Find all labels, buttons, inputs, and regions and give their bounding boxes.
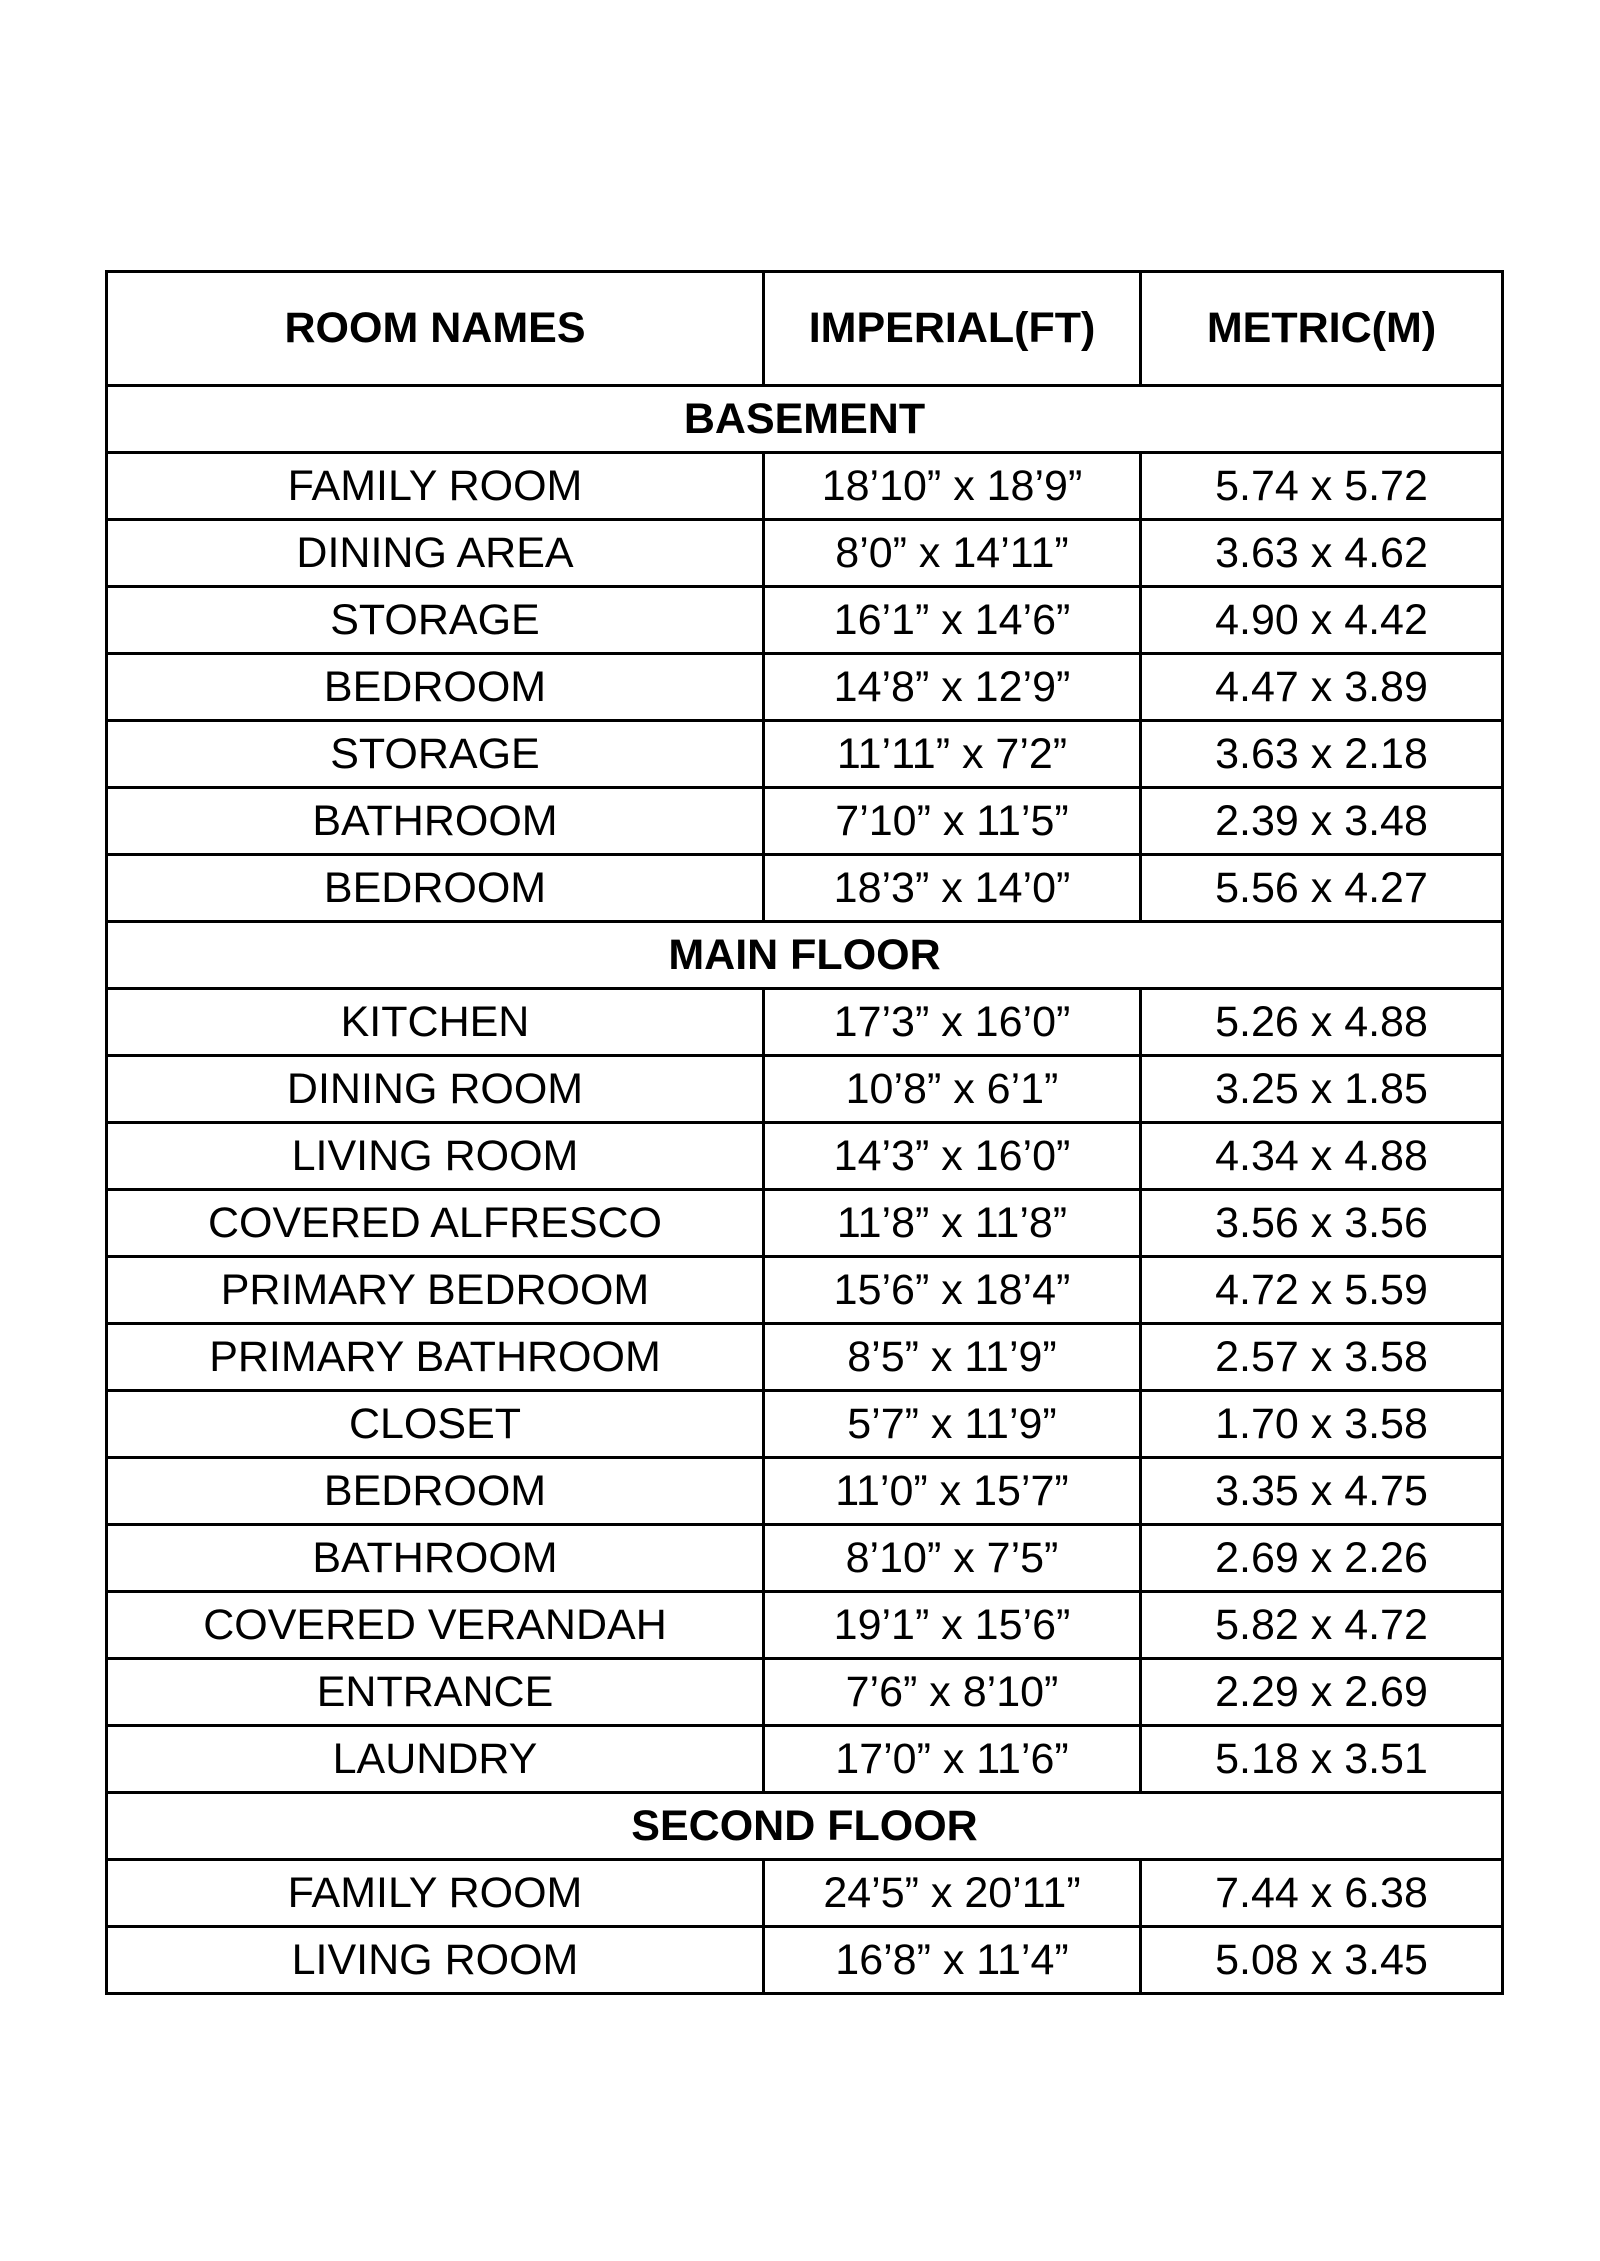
- table-row: [107, 1123, 1503, 1190]
- imperial-cell: 16’1” x 14’6”: [764, 587, 1141, 654]
- metric-cell: 4.90 x 4.42: [1141, 587, 1503, 654]
- imperial-cell: 7’10” x 11’5”: [764, 788, 1141, 855]
- imperial-cell: 8’5” x 11’9”: [764, 1324, 1141, 1391]
- section-row: [107, 1793, 1503, 1860]
- table-row: [107, 654, 1503, 721]
- header-metric: METRIC(M): [1141, 272, 1503, 386]
- header-row: [107, 272, 1503, 386]
- room-name-cell: LIVING ROOM: [107, 1927, 764, 1994]
- section-title: BASEMENT: [107, 386, 1503, 453]
- room-name-cell: PRIMARY BATHROOM: [107, 1324, 764, 1391]
- room-name-cell: LIVING ROOM: [107, 1123, 764, 1190]
- metric-cell: 3.63 x 4.62: [1141, 520, 1503, 587]
- header-room-names: ROOM NAMES: [107, 272, 764, 386]
- imperial-cell: 24’5” x 20’11”: [764, 1860, 1141, 1927]
- metric-cell: 5.82 x 4.72: [1141, 1592, 1503, 1659]
- imperial-cell: 5’7” x 11’9”: [764, 1391, 1141, 1458]
- metric-cell: 5.08 x 3.45: [1141, 1927, 1503, 1994]
- room-name-cell: BEDROOM: [107, 1458, 764, 1525]
- table-body: [107, 386, 1503, 1994]
- table-header: [107, 272, 1503, 386]
- table-row: [107, 788, 1503, 855]
- metric-cell: 2.69 x 2.26: [1141, 1525, 1503, 1592]
- table-row: [107, 1324, 1503, 1391]
- metric-cell: 3.25 x 1.85: [1141, 1056, 1503, 1123]
- metric-cell: 5.74 x 5.72: [1141, 453, 1503, 520]
- table-row: [107, 520, 1503, 587]
- metric-cell: 5.26 x 4.88: [1141, 989, 1503, 1056]
- imperial-cell: 11’8” x 11’8”: [764, 1190, 1141, 1257]
- table-row: [107, 1726, 1503, 1793]
- room-name-cell: ENTRANCE: [107, 1659, 764, 1726]
- metric-cell: 5.18 x 3.51: [1141, 1726, 1503, 1793]
- imperial-cell: 16’8” x 11’4”: [764, 1927, 1141, 1994]
- imperial-cell: 15’6” x 18’4”: [764, 1257, 1141, 1324]
- table-row: [107, 1257, 1503, 1324]
- metric-cell: 3.35 x 4.75: [1141, 1458, 1503, 1525]
- room-name-cell: FAMILY ROOM: [107, 1860, 764, 1927]
- imperial-cell: 17’0” x 11’6”: [764, 1726, 1141, 1793]
- imperial-cell: 11’0” x 15’7”: [764, 1458, 1141, 1525]
- imperial-cell: 18’3” x 14’0”: [764, 855, 1141, 922]
- room-name-cell: LAUNDRY: [107, 1726, 764, 1793]
- room-name-cell: COVERED VERANDAH: [107, 1592, 764, 1659]
- room-name-cell: BEDROOM: [107, 855, 764, 922]
- table-row: [107, 1056, 1503, 1123]
- room-name-cell: COVERED ALFRESCO: [107, 1190, 764, 1257]
- imperial-cell: 17’3” x 16’0”: [764, 989, 1141, 1056]
- section-title: MAIN FLOOR: [107, 922, 1503, 989]
- imperial-cell: 8’10” x 7’5”: [764, 1525, 1141, 1592]
- room-name-cell: PRIMARY BEDROOM: [107, 1257, 764, 1324]
- metric-cell: 3.63 x 2.18: [1141, 721, 1503, 788]
- room-name-cell: BATHROOM: [107, 788, 764, 855]
- section-row: [107, 922, 1503, 989]
- table-row: [107, 1659, 1503, 1726]
- imperial-cell: 11’11” x 7’2”: [764, 721, 1141, 788]
- metric-cell: 5.56 x 4.27: [1141, 855, 1503, 922]
- room-name-cell: DINING AREA: [107, 520, 764, 587]
- table-row: [107, 989, 1503, 1056]
- room-name-cell: KITCHEN: [107, 989, 764, 1056]
- table-row: [107, 453, 1503, 520]
- metric-cell: 7.44 x 6.38: [1141, 1860, 1503, 1927]
- metric-cell: 2.57 x 3.58: [1141, 1324, 1503, 1391]
- table-row: [107, 1860, 1503, 1927]
- header-imperial: IMPERIAL(FT): [764, 272, 1141, 386]
- table-row: [107, 1927, 1503, 1994]
- table-row: [107, 721, 1503, 788]
- metric-cell: 4.34 x 4.88: [1141, 1123, 1503, 1190]
- imperial-cell: 7’6” x 8’10”: [764, 1659, 1141, 1726]
- room-name-cell: DINING ROOM: [107, 1056, 764, 1123]
- room-name-cell: BATHROOM: [107, 1525, 764, 1592]
- imperial-cell: 18’10” x 18’9”: [764, 453, 1141, 520]
- section-row: [107, 386, 1503, 453]
- metric-cell: 3.56 x 3.56: [1141, 1190, 1503, 1257]
- section-title: SECOND FLOOR: [107, 1793, 1503, 1860]
- room-name-cell: BEDROOM: [107, 654, 764, 721]
- metric-cell: 2.29 x 2.69: [1141, 1659, 1503, 1726]
- table-row: [107, 1458, 1503, 1525]
- imperial-cell: 8’0” x 14’11”: [764, 520, 1141, 587]
- table-row: [107, 587, 1503, 654]
- table-row: [107, 1525, 1503, 1592]
- room-name-cell: STORAGE: [107, 721, 764, 788]
- table-row: [107, 855, 1503, 922]
- table-row: [107, 1592, 1503, 1659]
- imperial-cell: 14’3” x 16’0”: [764, 1123, 1141, 1190]
- imperial-cell: 19’1” x 15’6”: [764, 1592, 1141, 1659]
- metric-cell: 1.70 x 3.58: [1141, 1391, 1503, 1458]
- table-row: [107, 1190, 1503, 1257]
- room-name-cell: STORAGE: [107, 587, 764, 654]
- metric-cell: 4.47 x 3.89: [1141, 654, 1503, 721]
- imperial-cell: 10’8” x 6’1”: [764, 1056, 1141, 1123]
- metric-cell: 2.39 x 3.48: [1141, 788, 1503, 855]
- imperial-cell: 14’8” x 12’9”: [764, 654, 1141, 721]
- room-dimensions-table: [105, 270, 1504, 1995]
- room-name-cell: FAMILY ROOM: [107, 453, 764, 520]
- metric-cell: 4.72 x 5.59: [1141, 1257, 1503, 1324]
- table-row: [107, 1391, 1503, 1458]
- room-name-cell: CLOSET: [107, 1391, 764, 1458]
